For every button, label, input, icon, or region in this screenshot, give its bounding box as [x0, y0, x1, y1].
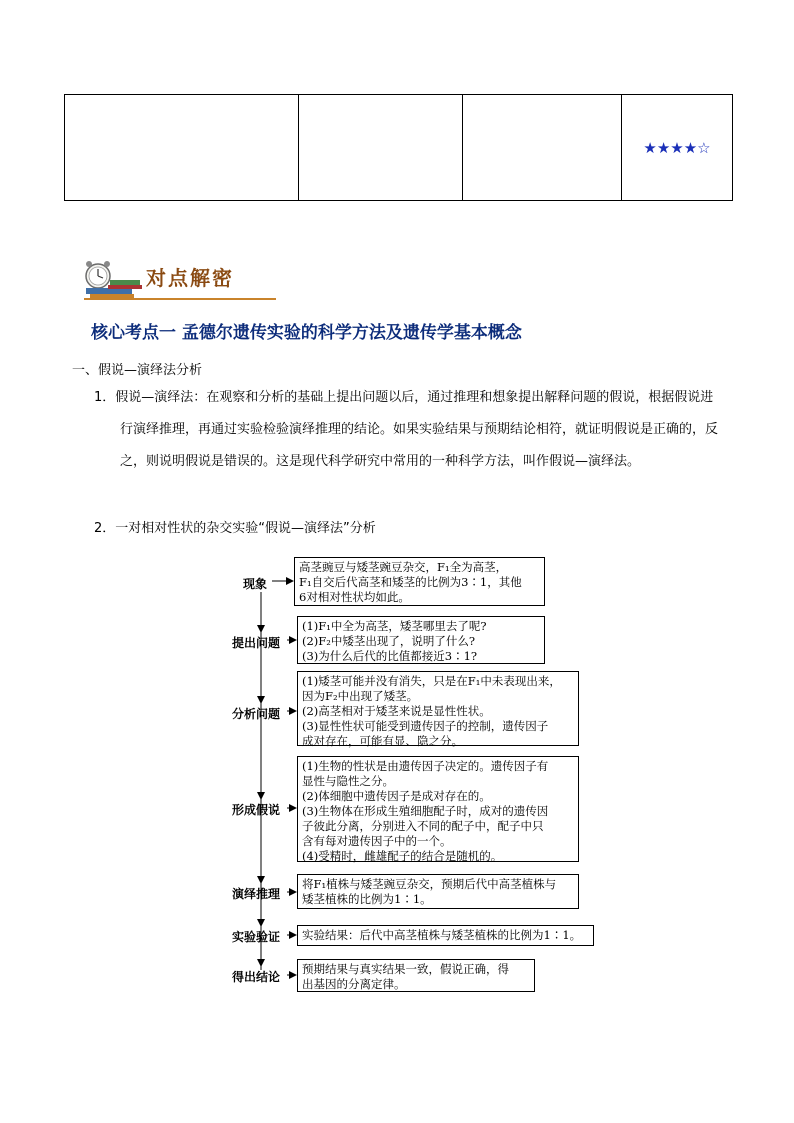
- flow-box-hypothesis: (1)生物的性状是由遗传因子决定的。遗传因子有 显性与隐性之分。 (2)体细胞中遗传因子是成对存在的。 (3)生物体在形成生殖细胞配子时，成对的遗传因 子彼此分离，分别进入不同的配子中，配子中只 含有每对遗传因子中的一个。 (4)受精时，雌雄配子的结合是随机的。: [297, 756, 579, 862]
- flow-box-verification: 实验结果：后代中高茎植株与矮茎植株的比例为1∶1。: [297, 925, 594, 946]
- flow-label-verification: 实验验证: [232, 930, 281, 944]
- flow-label-analysis: 分析问题: [232, 707, 281, 721]
- flow-box-deduction: 将F₁植株与矮茎豌豆杂交，预期后代中高茎植株与 矮茎植株的比例为1∶1。: [297, 874, 579, 909]
- table-cell: [299, 95, 463, 201]
- flow-label-conclusion: 得出结论: [232, 970, 281, 984]
- flow-label-hypothesis: 形成假说: [232, 803, 281, 817]
- flow-label-deduction: 演绎推理: [232, 887, 281, 901]
- banner-title: 对点解密: [146, 266, 234, 290]
- section-title: 一、假说—演绎法分析: [72, 363, 203, 378]
- difficulty-rating: ★★★★☆: [643, 139, 711, 157]
- table-cell: [65, 95, 299, 201]
- flow-box-conclusion: 预期结果与真实结果一致，假说正确，得 出基因的分离定律。: [297, 959, 535, 992]
- flow-box-phenomenon: 高茎豌豆与矮茎豌豆杂交，F₁全为高茎， F₁自交后代高茎和矮茎的比例为3∶1，其他 6对相对性状均如此。: [294, 557, 545, 606]
- page-heading: 核心考点一 孟德尔遗传实验的科学方法及遗传学基本概念: [91, 323, 522, 343]
- flow-box-question: (1)F₁中全为高茎，矮茎哪里去了呢? (2)F₂中矮茎出现了，说明了什么? (3)为什么后代的比值都接近3∶1?: [297, 616, 545, 664]
- banner-underline: [84, 298, 276, 300]
- flow-label-question: 提出问题: [232, 636, 281, 650]
- paragraph-2: 2．一对相对性状的杂交实验“假说—演绎法”分析: [94, 521, 376, 536]
- table-cell: [622, 95, 733, 201]
- info-table: [64, 94, 733, 201]
- flow-box-analysis: (1)矮茎可能并没有消失，只是在F₁中未表现出来， 因为F₂中出现了矮茎。 (2)高茎相对于矮茎来说是显性性状。 (3)显性性状可能受到遗传因子的控制，遗传因子 成对存在，可能有显、隐之分。: [297, 671, 579, 746]
- flow-label-phenomenon: 现象: [243, 577, 268, 591]
- table-cell: [463, 95, 622, 201]
- paragraph-1: 1．假说—演绎法：在观察和分析的基础上提出问题以后，通过推理和想象提出解释问题的假说，根据假说进行演绎推理，再通过实验检验演绎推理的结论。如果实验结果与预期结论相符，就证明假说是正确的，反之，则说明假说是错误的。这是现代科学研究中常用的一种科学方法，叫作假说—演绎法。: [94, 390, 719, 469]
